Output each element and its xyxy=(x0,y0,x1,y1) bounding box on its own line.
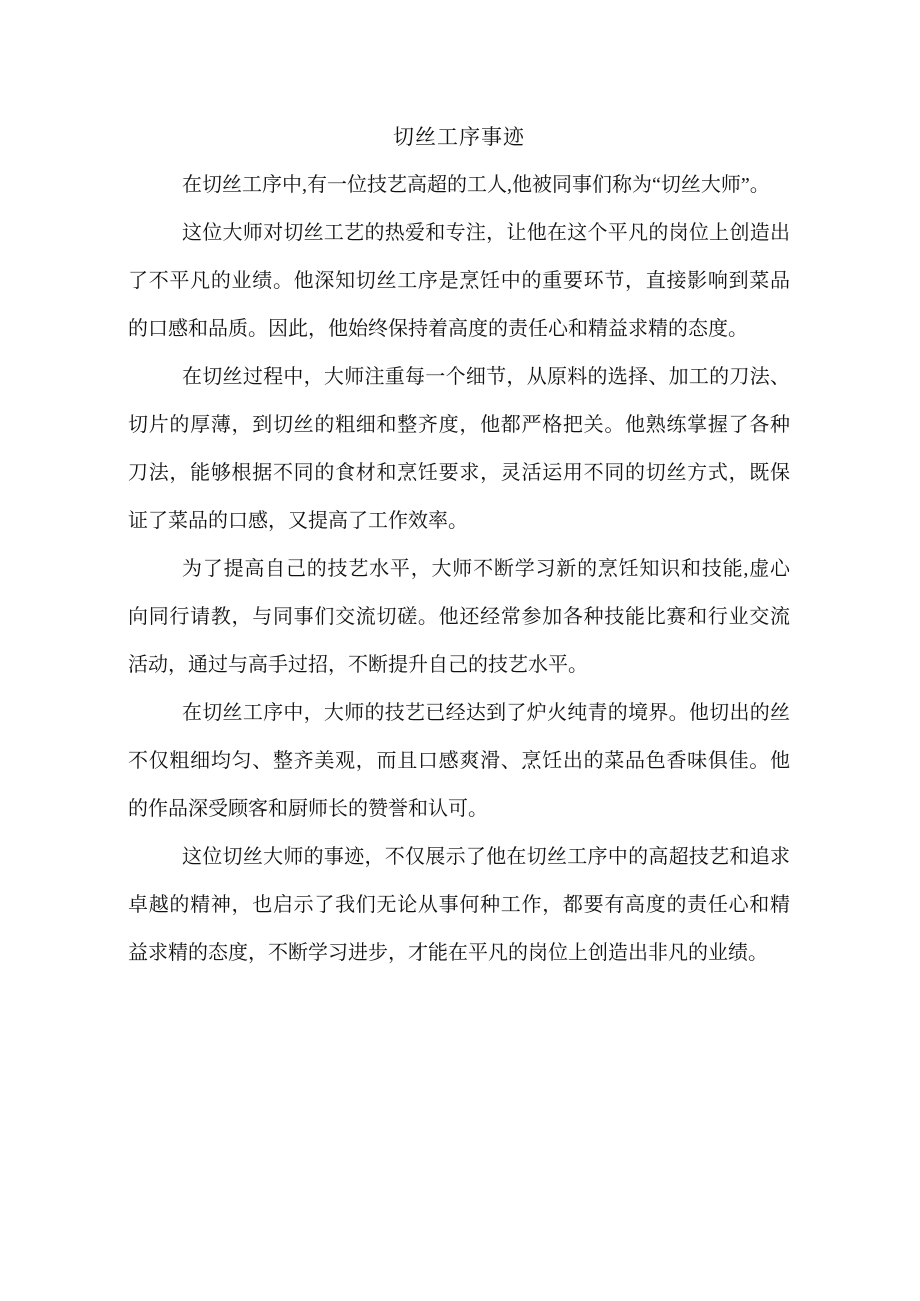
paragraph xyxy=(128,353,790,545)
text-line: 的口感和品质。因此，他始终保持着高度的责任心和精益求精的态度。 xyxy=(128,318,748,340)
text-line: 向同行请教，与同事们交流切磋。他还经常参加各种技能比赛和行业交流 xyxy=(128,606,790,628)
text-line: 切片的厚薄，到切丝的粗细和整齐度，他都严格把关。他熟练掌握了各种 xyxy=(128,414,790,436)
text-line: 为了提高自己的技艺水平，大师不断学习新的烹饪知识和技能,虚心 xyxy=(182,558,790,580)
text-line: 益求精的态度，不断学习进步，才能在平凡的岗位上创造出非凡的业绩。 xyxy=(128,942,768,964)
paragraph xyxy=(128,161,790,209)
text-line: 在切丝过程中，大师注重每一个细节，从原料的选择、加工的刀法、 xyxy=(182,366,790,388)
text-line: 这位大师对切丝工艺的热爱和专注，让他在这个平凡的岗位上创造出 xyxy=(182,222,790,244)
text-line: 证了菜品的口感，又提高了工作效率。 xyxy=(128,510,468,532)
paragraph xyxy=(128,209,790,353)
text-line: 在切丝工序中，大师的技艺已经达到了炉火纯青的境界。他切出的丝 xyxy=(182,702,790,724)
text-line: 活动，通过与高手过招，不断提升自己的技艺水平。 xyxy=(128,654,588,676)
text-line: 在切丝工序中,有一位技艺高超的工人,他被同事们称为“切丝大师”。 xyxy=(182,174,770,196)
paragraph xyxy=(128,689,790,833)
text-line: 了不平凡的业绩。他深知切丝工序是烹饪中的重要环节，直接影响到菜品 xyxy=(128,270,790,292)
text-line: 的作品深受顾客和厨师长的赞誉和认可。 xyxy=(128,798,488,820)
text-line: 不仅粗细均匀、整齐美观，而且口感爽滑、烹饪出的菜品色香味俱佳。他 xyxy=(128,750,790,772)
document-title: 切丝工序事迹 xyxy=(393,125,525,149)
text-line: 卓越的精神，也启示了我们无论从事何种工作，都要有高度的责任心和精 xyxy=(128,894,790,916)
document-body xyxy=(128,161,790,977)
text-line: 刀法，能够根据不同的食材和烹饪要求，灵活运用不同的切丝方式，既保 xyxy=(128,462,790,484)
paragraph xyxy=(128,833,790,977)
paragraph xyxy=(128,545,790,689)
text-line: 这位切丝大师的事迹，不仅展示了他在切丝工序中的高超技艺和追求 xyxy=(182,846,790,868)
